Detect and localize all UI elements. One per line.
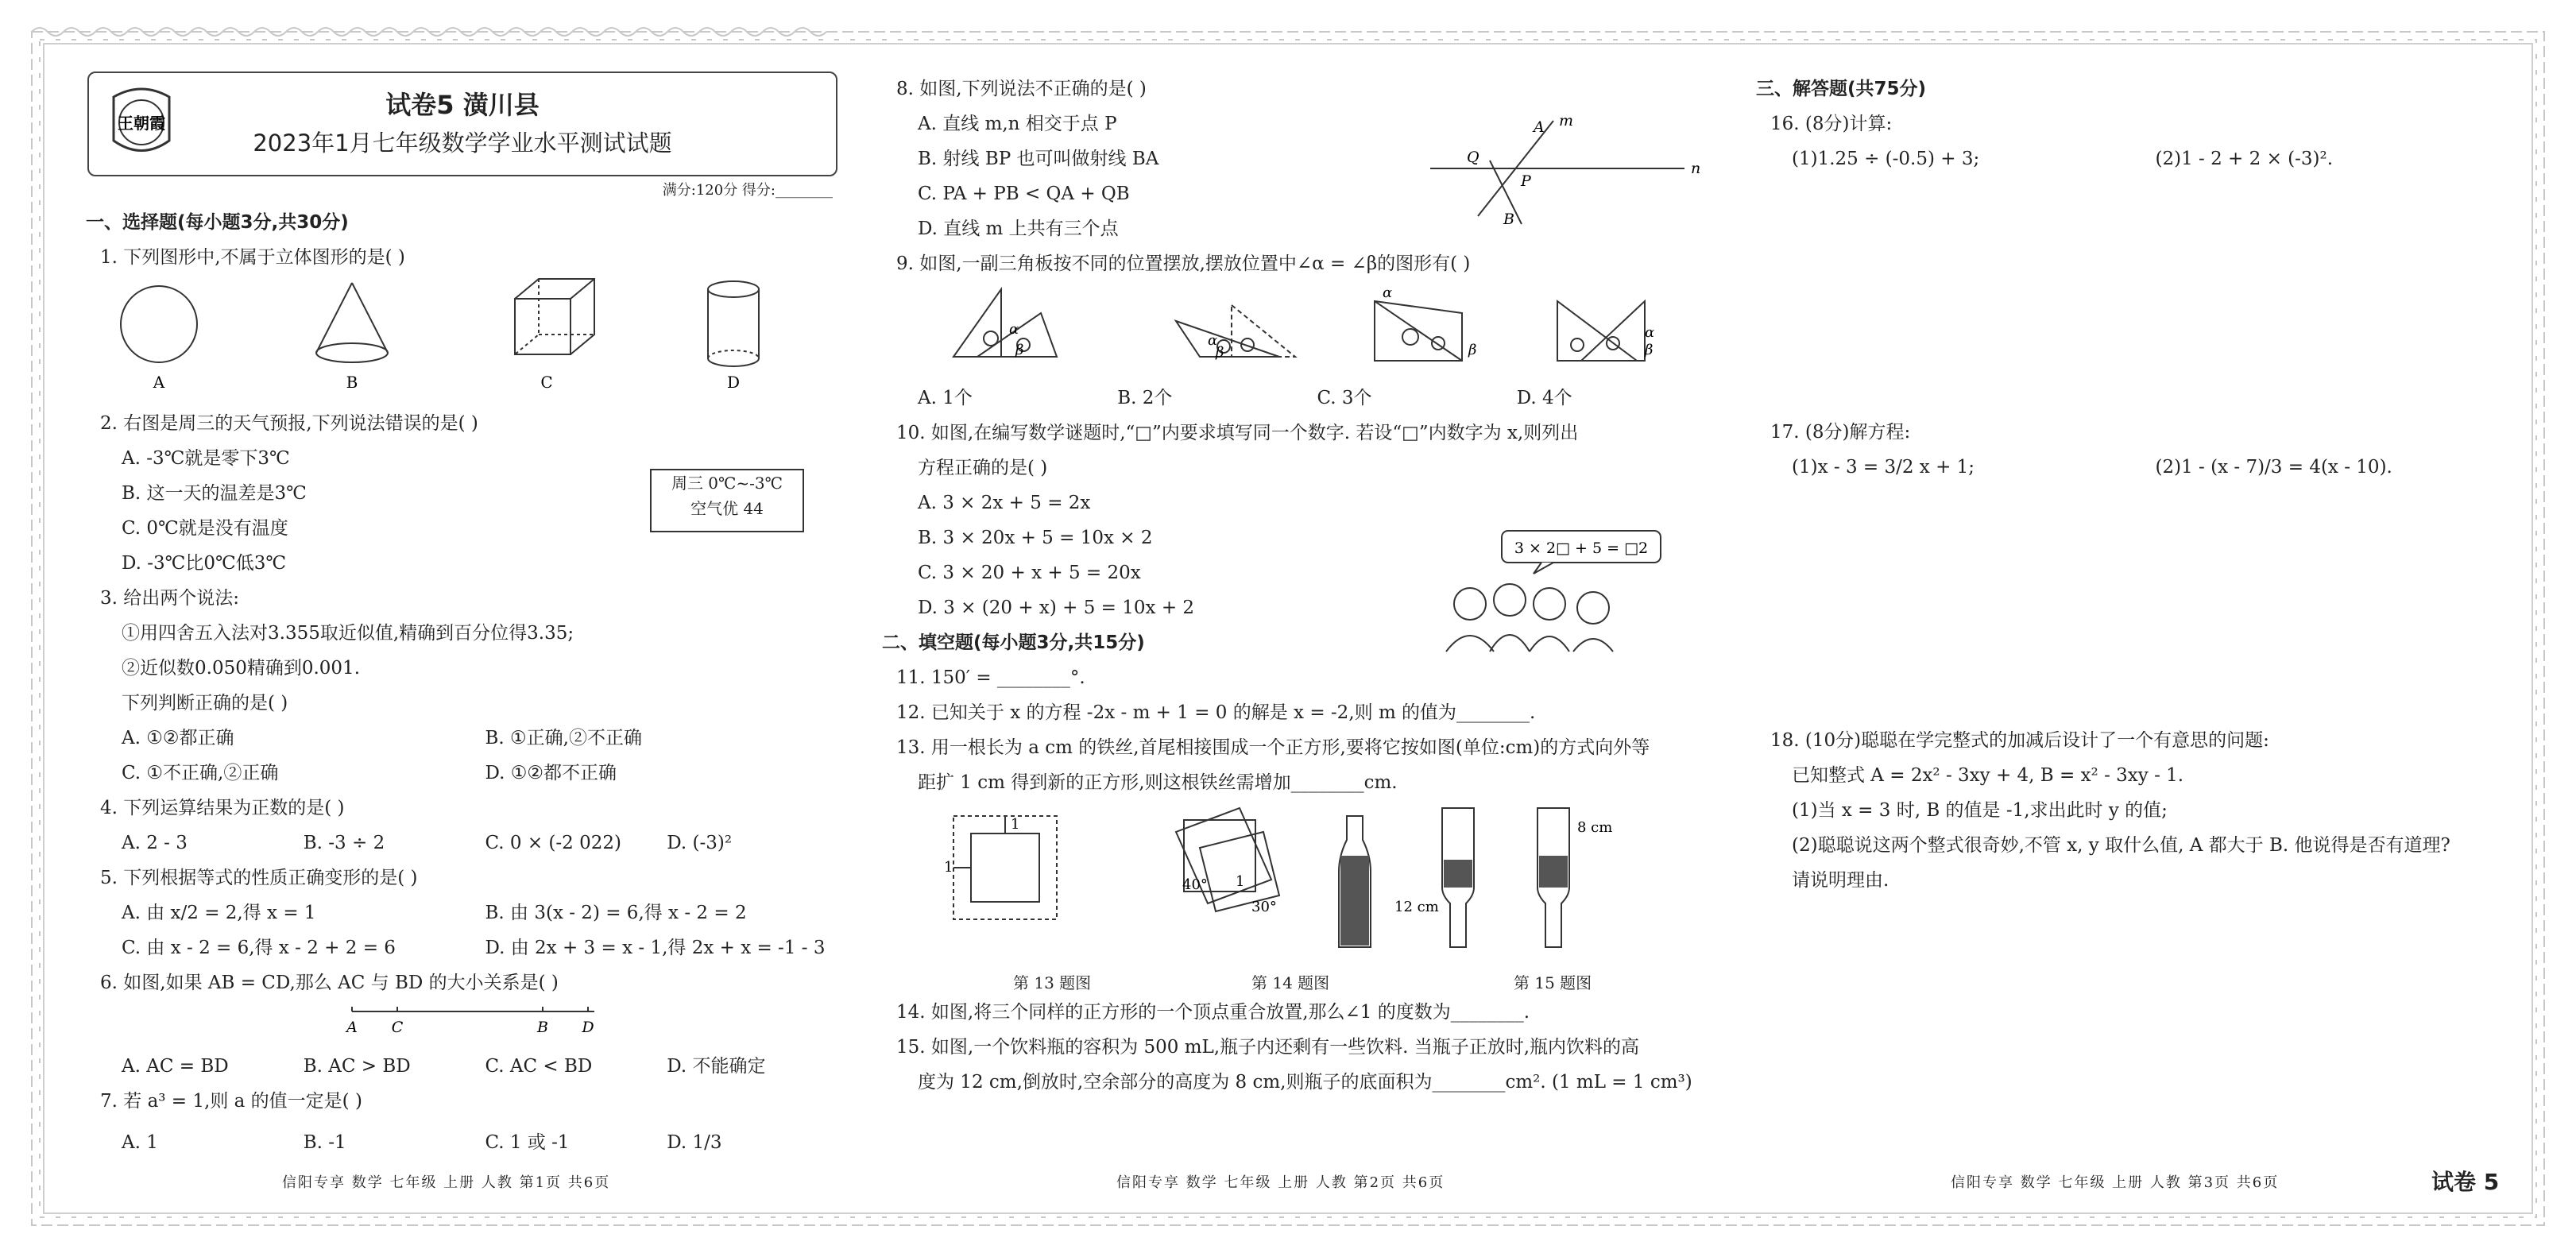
exam-subtitle: 2023年1月七年级数学学业水平测试试题: [253, 130, 672, 157]
q9-beta-2: β: [1216, 344, 1224, 361]
q7-opt-b: B. -1: [303, 1132, 346, 1153]
q9-stem: 9. 如图,一副三角板按不同的位置摆放,摆放位置中∠α = ∠β的图形有( ): [896, 253, 1471, 274]
footer-page-1: 信阳专享 数学 七年级 上册 人教 第1页 共6页: [282, 1174, 611, 1191]
q1-label-d: D: [726, 373, 741, 392]
weather-box: [650, 469, 804, 532]
score-line: 满分:120分 得分:________: [662, 182, 833, 199]
q5-opt-b: B. 由 3(x - 2) = 6,得 x - 2 = 2: [485, 903, 747, 923]
q8-opt-a: A. 直线 m,n 相交于点 P: [918, 114, 1117, 134]
q8-label-b: B: [1503, 211, 1514, 228]
fig14-caption: 第 14 题图: [1251, 973, 1330, 992]
q2-opt-d: D. -3℃比0℃低3℃: [122, 553, 287, 574]
weather-temp: 周三 0℃~-3℃: [671, 474, 783, 493]
q14-deg30: 30°: [1251, 899, 1277, 915]
q6-segment-figure: [86, 1000, 801, 1037]
q9-alpha-1: α: [1009, 321, 1019, 338]
q1-stem: 1. 下列图形中,不属于立体图形的是( ): [100, 247, 405, 268]
cube-figure: [515, 279, 594, 354]
q5-opt-a: A. 由 x/2 = 2,得 x = 1: [122, 903, 316, 923]
q9-beta-4: β: [1645, 342, 1654, 358]
q4-opt-a: A. 2 - 3: [122, 833, 188, 853]
column-1: [86, 72, 849, 1166]
q2-opt-a: A. -3℃就是零下3℃: [122, 448, 290, 469]
q10-opt-b: B. 3 × 20x + 5 = 10x × 2: [918, 528, 1153, 548]
q8-lines-figure: [1422, 113, 1708, 232]
q10-opt-a: A. 3 × 2x + 5 = 2x: [918, 493, 1091, 513]
q8-opt-d: D. 直线 m 上共有三个点: [918, 219, 1119, 239]
q6-point-b: B: [537, 1019, 548, 1036]
q3-stem: 3. 给出两个说法:: [100, 588, 240, 609]
q3-line1: ①用四舍五入法对3.355取近似值,精确到百分位得3.35;: [122, 623, 574, 644]
q1-label-a: A: [153, 373, 165, 392]
q13-line1: 13. 用一根长为 a cm 的铁丝,首尾相接围成一个正方形,要将它按如图(单位:cm)的方式向外等: [896, 737, 1650, 758]
q8-stem: 8. 如图,下列说法不正确的是( ): [896, 79, 1147, 99]
q1-figures: [86, 275, 801, 394]
q5-stem: 5. 下列根据等式的性质正确变形的是( ): [100, 868, 418, 888]
q6-opt-c: C. AC < BD: [485, 1056, 593, 1077]
q12: 12. 已知关于 x 的方程 -2x - m + 1 = 0 的解是 x = -2,则 m 的值为________.: [896, 702, 1536, 723]
q1-label-b: B: [346, 373, 358, 392]
q5-opt-c: C. 由 x - 2 = 6,得 x - 2 + 2 = 6: [122, 938, 396, 958]
q10-opt-c: C. 3 × 20 + x + 5 = 20x: [918, 563, 1141, 583]
q9-opt-a: A. 1个: [918, 388, 973, 408]
q3-line2: ②近似数0.050精确到0.001.: [122, 658, 360, 679]
q17-part2: (2)1 - (x - 7)/3 = 4(x - 10).: [2155, 457, 2392, 478]
q18-line5: 请说明理由.: [1792, 870, 1889, 891]
q8-opt-c: C. PA + PB < QA + QB: [918, 184, 1130, 204]
q13-15-figures: [882, 800, 1677, 959]
svg-text:王朝霞: 王朝霞: [118, 114, 165, 133]
q4-opt-d: D. (-3)²: [667, 833, 733, 853]
q16-answer-space: [1756, 176, 2519, 415]
section-fill: 二、填空题(每小题3分,共15分): [882, 632, 1145, 653]
q18-line1: 18. (10分)聪聪在学完整式的加减后设计了一个有意思的问题:: [1770, 730, 2269, 751]
column-2: [882, 72, 1716, 1100]
q8-label-q: Q: [1467, 149, 1479, 166]
q9-alpha-2: α: [1208, 332, 1218, 349]
q8-opt-b: B. 射线 BP 也可叫做射线 BA: [918, 149, 1159, 169]
q3-opt-d: D. ①②都不正确: [485, 763, 617, 783]
q15-line1: 15. 如图,一个饮料瓶的容积为 500 mL,瓶子内还剩有一些饮料. 当瓶子正放时,瓶内饮料的高: [896, 1037, 1640, 1058]
column-3: [1756, 72, 2519, 898]
q6-stem: 6. 如图,如果 AB = CD,那么 AC 与 BD 的大小关系是( ): [100, 973, 559, 993]
q14-deg40: 40°: [1182, 876, 1208, 893]
q17-stem: 17. (8分)解方程:: [1770, 422, 1911, 443]
q6-point-c: C: [391, 1019, 404, 1036]
q4-stem: 4. 下列运算结果为正数的是( ): [100, 798, 345, 818]
q6-opt-b: B. AC > BD: [303, 1056, 411, 1077]
q16-stem: 16. (8分)计算:: [1770, 114, 1893, 134]
q18-line2: 已知整式 A = 2x² - 3xy + 4, B = x² - 3xy - 1.: [1792, 765, 2184, 786]
cone-figure: [316, 283, 388, 362]
q9-alpha-3: α: [1383, 284, 1393, 301]
exam-header: [87, 72, 837, 176]
q15-cm8: 8 cm: [1577, 819, 1613, 836]
q6-point-a: A: [346, 1019, 358, 1036]
q8-label-n: n: [1691, 160, 1701, 177]
cylinder-figure: [708, 281, 759, 366]
q16-part1: (1)1.25 ÷ (-0.5) + 3;: [1792, 149, 1980, 169]
weather-air: 空气优 44: [690, 499, 764, 518]
section-choice: 一、选择题(每小题3分,共30分): [86, 212, 349, 233]
q9-beta-1: β: [1015, 342, 1024, 358]
q3-line3: 下列判断正确的是( ): [122, 693, 288, 714]
q17-answer-space: [1756, 485, 2519, 723]
q17-part1: (1)x - 3 = 3/2 x + 1;: [1792, 457, 1975, 478]
q9-beta-3: β: [1468, 342, 1477, 358]
q16-part2: (2)1 - 2 + 2 × (-3)².: [2155, 149, 2334, 169]
footer-page-2: 信阳专享 数学 七年级 上册 人教 第2页 共6页: [1116, 1174, 1445, 1191]
q1-label-c: C: [540, 373, 553, 392]
q13-line2: 距扩 1 cm 得到新的正方形,则这根铁丝需增加________cm.: [918, 772, 1398, 793]
q2-opt-c: C. 0℃就是没有温度: [122, 518, 288, 539]
q13-label-1b: 1: [1011, 816, 1020, 833]
q6-opt-d: D. 不能确定: [667, 1056, 766, 1077]
q3-opt-a: A. ①②都正确: [122, 728, 234, 748]
q7-stem: 7. 若 a³ = 1,则 a 的值一定是( ): [100, 1091, 362, 1112]
q2-opt-b: B. 这一天的温差是3℃: [122, 483, 307, 504]
q10-bubble-text: 3 × 2□ + 5 = □2: [1514, 540, 1649, 557]
q9-alpha-4: α: [1645, 324, 1655, 341]
q3-opt-b: B. ①正确,②不正确: [485, 728, 642, 748]
q8-label-a: A: [1534, 118, 1545, 136]
q6-opt-a: A. AC = BD: [122, 1056, 229, 1077]
q4-opt-c: C. 0 × (-2 022): [485, 833, 621, 853]
q3-opt-c: C. ①不正确,②正确: [122, 763, 279, 783]
q11: 11. 150′ = ________°.: [896, 667, 1085, 688]
q14-angle-1: 1: [1236, 873, 1245, 890]
q10-children-figure: [1422, 524, 1684, 659]
q13-label-1a: 1: [944, 859, 953, 876]
q2-stem: 2. 右图是周三的天气预报,下列说法错误的是( ): [100, 413, 478, 434]
q7-opt-d: D. 1/3: [667, 1132, 722, 1153]
fig13-caption: 第 13 题图: [1013, 973, 1092, 992]
q15-cm12: 12 cm: [1394, 899, 1439, 915]
q6-point-d: D: [582, 1019, 594, 1036]
paper-tag: 试卷 5: [2431, 1169, 2500, 1195]
q18-line4: (2)聪聪说这两个整式很奇妙,不管 x, y 取什么值, A 都大于 B. 他说得是否有道理?: [1792, 835, 2450, 856]
q7-opt-c: C. 1 或 -1: [485, 1132, 570, 1153]
q15-line2: 度为 12 cm,倒放时,空余部分的高度为 8 cm,则瓶子的底面积为________cm². (1 mL = 1 cm³): [918, 1072, 1692, 1093]
circle-figure: [121, 286, 197, 362]
q8-label-m: m: [1559, 113, 1574, 130]
q4-opt-b: B. -3 ÷ 2: [303, 833, 385, 853]
q9-opt-c: C. 3个: [1317, 388, 1372, 408]
section-solve: 三、解答题(共75分): [1756, 79, 1927, 99]
q10-stem-2: 方程正确的是( ): [918, 458, 1048, 478]
q9-opt-b: B. 2个: [1117, 388, 1173, 408]
q8-label-p: P: [1521, 172, 1531, 190]
q7-opt-a: A. 1: [122, 1132, 158, 1153]
q10-stem: 10. 如图,在编写数学谜题时,“□”内要求填写同一个数字. 若设“□”内数字为 x,则列出: [896, 423, 1579, 443]
q18-line3: (1)当 x = 3 时, B 的值是 -1,求出此时 y 的值;: [1792, 800, 2168, 821]
q10-opt-d: D. 3 × (20 + x) + 5 = 10x + 2: [918, 598, 1195, 618]
fig15-caption: 第 15 题图: [1514, 973, 1592, 992]
q5-opt-d: D. 由 2x + 3 = x - 1,得 2x + x = -1 - 3: [485, 938, 826, 958]
q9-opt-d: D. 4个: [1516, 388, 1572, 408]
exam-title: 试卷5 潢川县: [385, 90, 540, 120]
footer-page-3: 信阳专享 数学 七年级 上册 人教 第3页 共6页: [1951, 1174, 2280, 1191]
q9-triangle-figures: [882, 281, 1677, 369]
q14: 14. 如图,将三个同样的正方形的一个顶点重合放置,那么∠1 的度数为________.: [896, 1002, 1530, 1023]
